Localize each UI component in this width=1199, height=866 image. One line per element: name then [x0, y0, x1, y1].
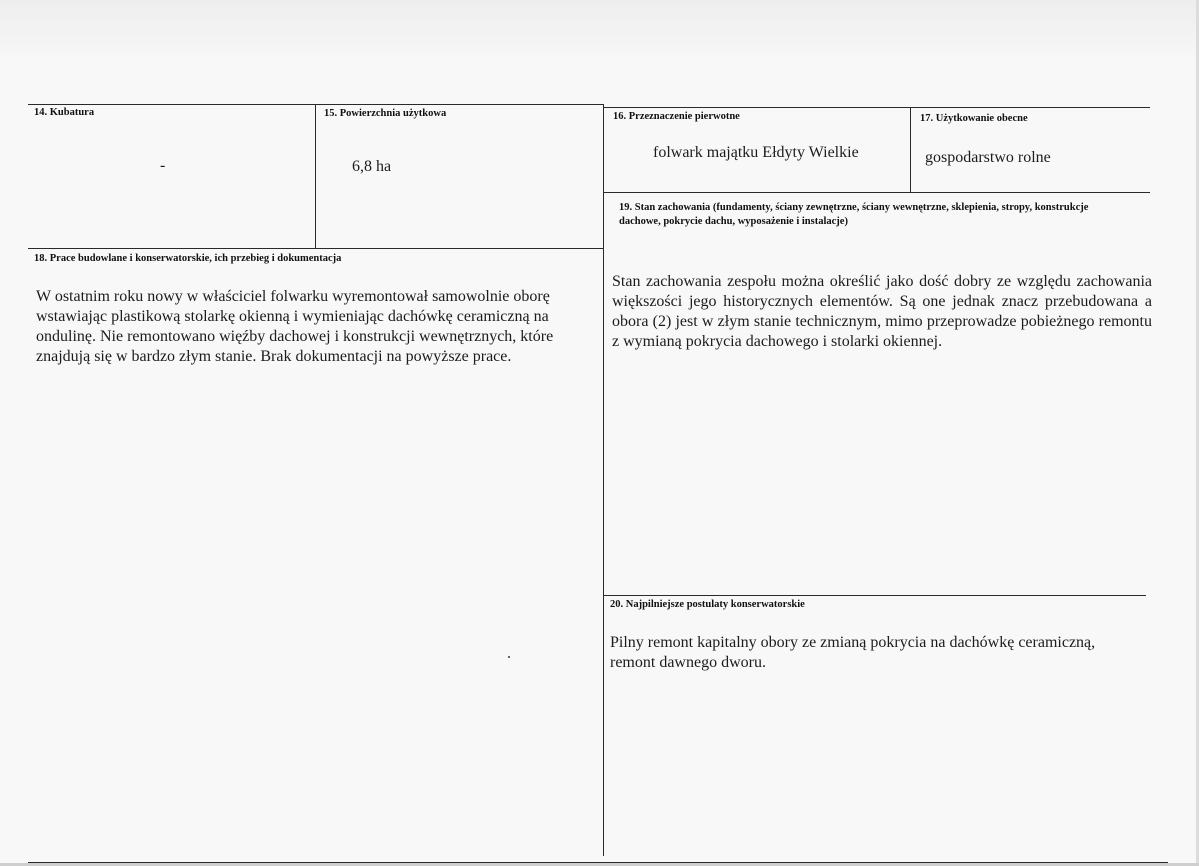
rule-bottom	[28, 862, 1168, 863]
field-19-label: 19. Stan zachowania (fundamenty, ściany zewnętrzne, ściany wewnętrzne, sklepienia, stropy, konstrukcje dachowe, pokrycie dachu, wyposażenie i instalacje)	[619, 202, 1089, 227]
rule-vert-15	[315, 104, 316, 248]
field-14-label: 14. Kubatura	[34, 107, 95, 118]
field-18-label: 18. Prace budowlane i konserwatorskie, ich przebieg i dokumentacja	[34, 253, 342, 264]
scan-top-shade	[0, 0, 1199, 55]
field-20-label: 20. Najpilniejsze postulaty konserwatorskie	[610, 599, 805, 610]
rule-top-right	[604, 107, 1150, 108]
field-15-label: 15. Powierzchnia użytkowa	[324, 108, 447, 119]
field-20-text: Pilny remont kapitalny obory ze zmianą pokrycia na dachówkę ceramiczną, remont dawnego dworu.	[610, 634, 1096, 671]
rule-row2-right	[604, 192, 1150, 193]
field-17-value: gospodarstwo rolne	[925, 149, 1051, 166]
rule-vert-17	[910, 107, 911, 192]
field-17-label: 17. Użytkowanie obecne	[920, 113, 1028, 124]
rule-vert-center	[603, 104, 604, 856]
field-18-text: W ostatnim roku nowy w właściciel folwarku wyremontował samowolnie oborę wstawiając plastikową stolarkę okienną i wymieniając dachówkę ceramiczną na ondulinę. Nie remontowano więźby dachowej i konstrukcji wewnętrznych, które znajdują się w bardzo złym stanie. Brak dokumentacji na powyższe prace.	[36, 288, 554, 365]
scan-speck	[508, 656, 510, 658]
field-14-value: -	[160, 157, 166, 174]
field-16-value: folwark majątku Ełdyty Wielkie	[653, 144, 859, 161]
field-16-label: 16. Przeznaczenie pierwotne	[613, 111, 740, 122]
field-15-value: 6,8 ha	[352, 158, 392, 175]
rule-section-20	[604, 595, 1146, 596]
rule-row2-left	[28, 248, 604, 249]
rule-top-left	[28, 104, 604, 105]
field-19-text: Stan zachowania zespołu można określić jako dość dobry ze względu zachowania większości jego historycznych elementów. Są one jednak znacz przebudowana a obora (2) jest w złym stanie technicznym, mimo przeprowadze pobieżnego remontu z wymianą pokrycia dachowego i stolarki okiennej.	[612, 273, 1152, 350]
